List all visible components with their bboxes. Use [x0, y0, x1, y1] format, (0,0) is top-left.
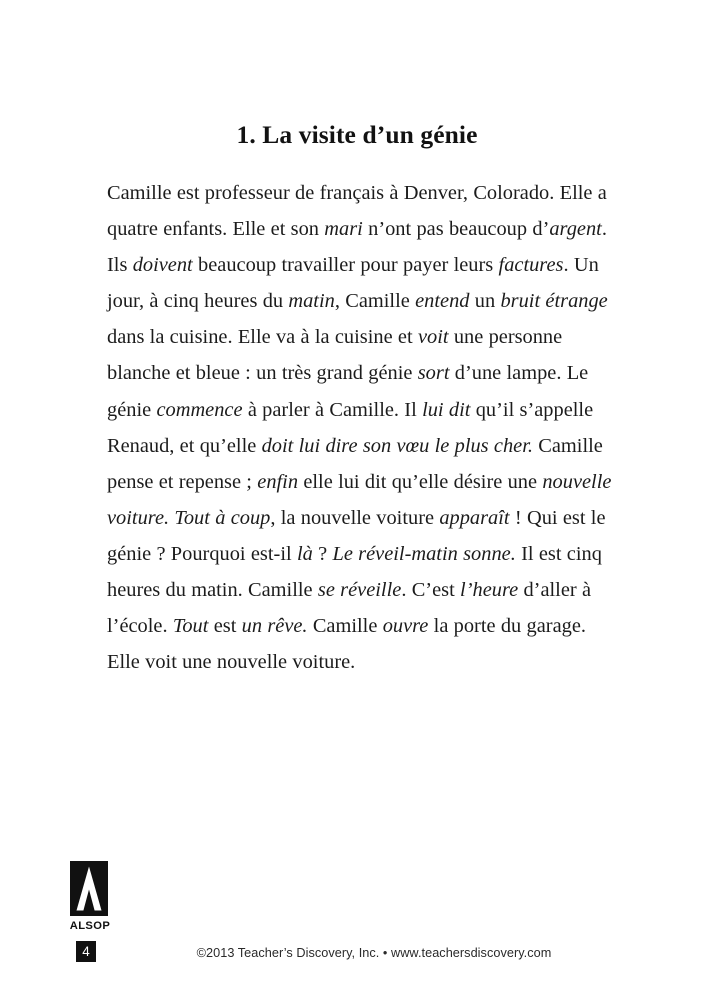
- alsop-a-logo-icon: [70, 861, 108, 916]
- alsop-logo: [70, 861, 108, 916]
- body-paragraph: Camille est professeur de français à Denver, Colorado. Elle a quatre enfants. Elle et son mari n’ont pas beaucoup d’argent. Ils doivent beaucoup travailler pour payer leurs factures. Un jour, à cinq heures du matin, Camille entend un bruit étrange dans la cuisine. Elle va à la cuisine et voit une personne blanche et bleue : un très grand génie sort d’une lampe. Le génie commence à parler à Camille. Il lui dit qu’il s’appelle Renaud, et qu’elle doit lui dire son vœu le plus cher. Camille pense et repense ; enfin elle lui dit qu’elle désire une nouvelle voiture. Tout à coup, la nouvelle voiture apparaît ! Qui est le génie ? Pourquoi est-il là ? Le réveil-matin sonne. Il est cinq heures du matin. Camille se réveille. C’est l’heure d’aller à l’école. Tout est un rêve. Camille ouvre la porte du garage. Elle voit une nouvelle voiture.: [107, 182, 612, 674]
- page-title: 1. La visite d’un génie: [236, 120, 478, 150]
- page-number: 4: [76, 941, 96, 962]
- copyright-notice: ©2013 Teacher’s Discovery, Inc. • www.teachersdiscovery.com: [196, 946, 552, 960]
- alsop-wordmark: ALSOP: [69, 920, 111, 932]
